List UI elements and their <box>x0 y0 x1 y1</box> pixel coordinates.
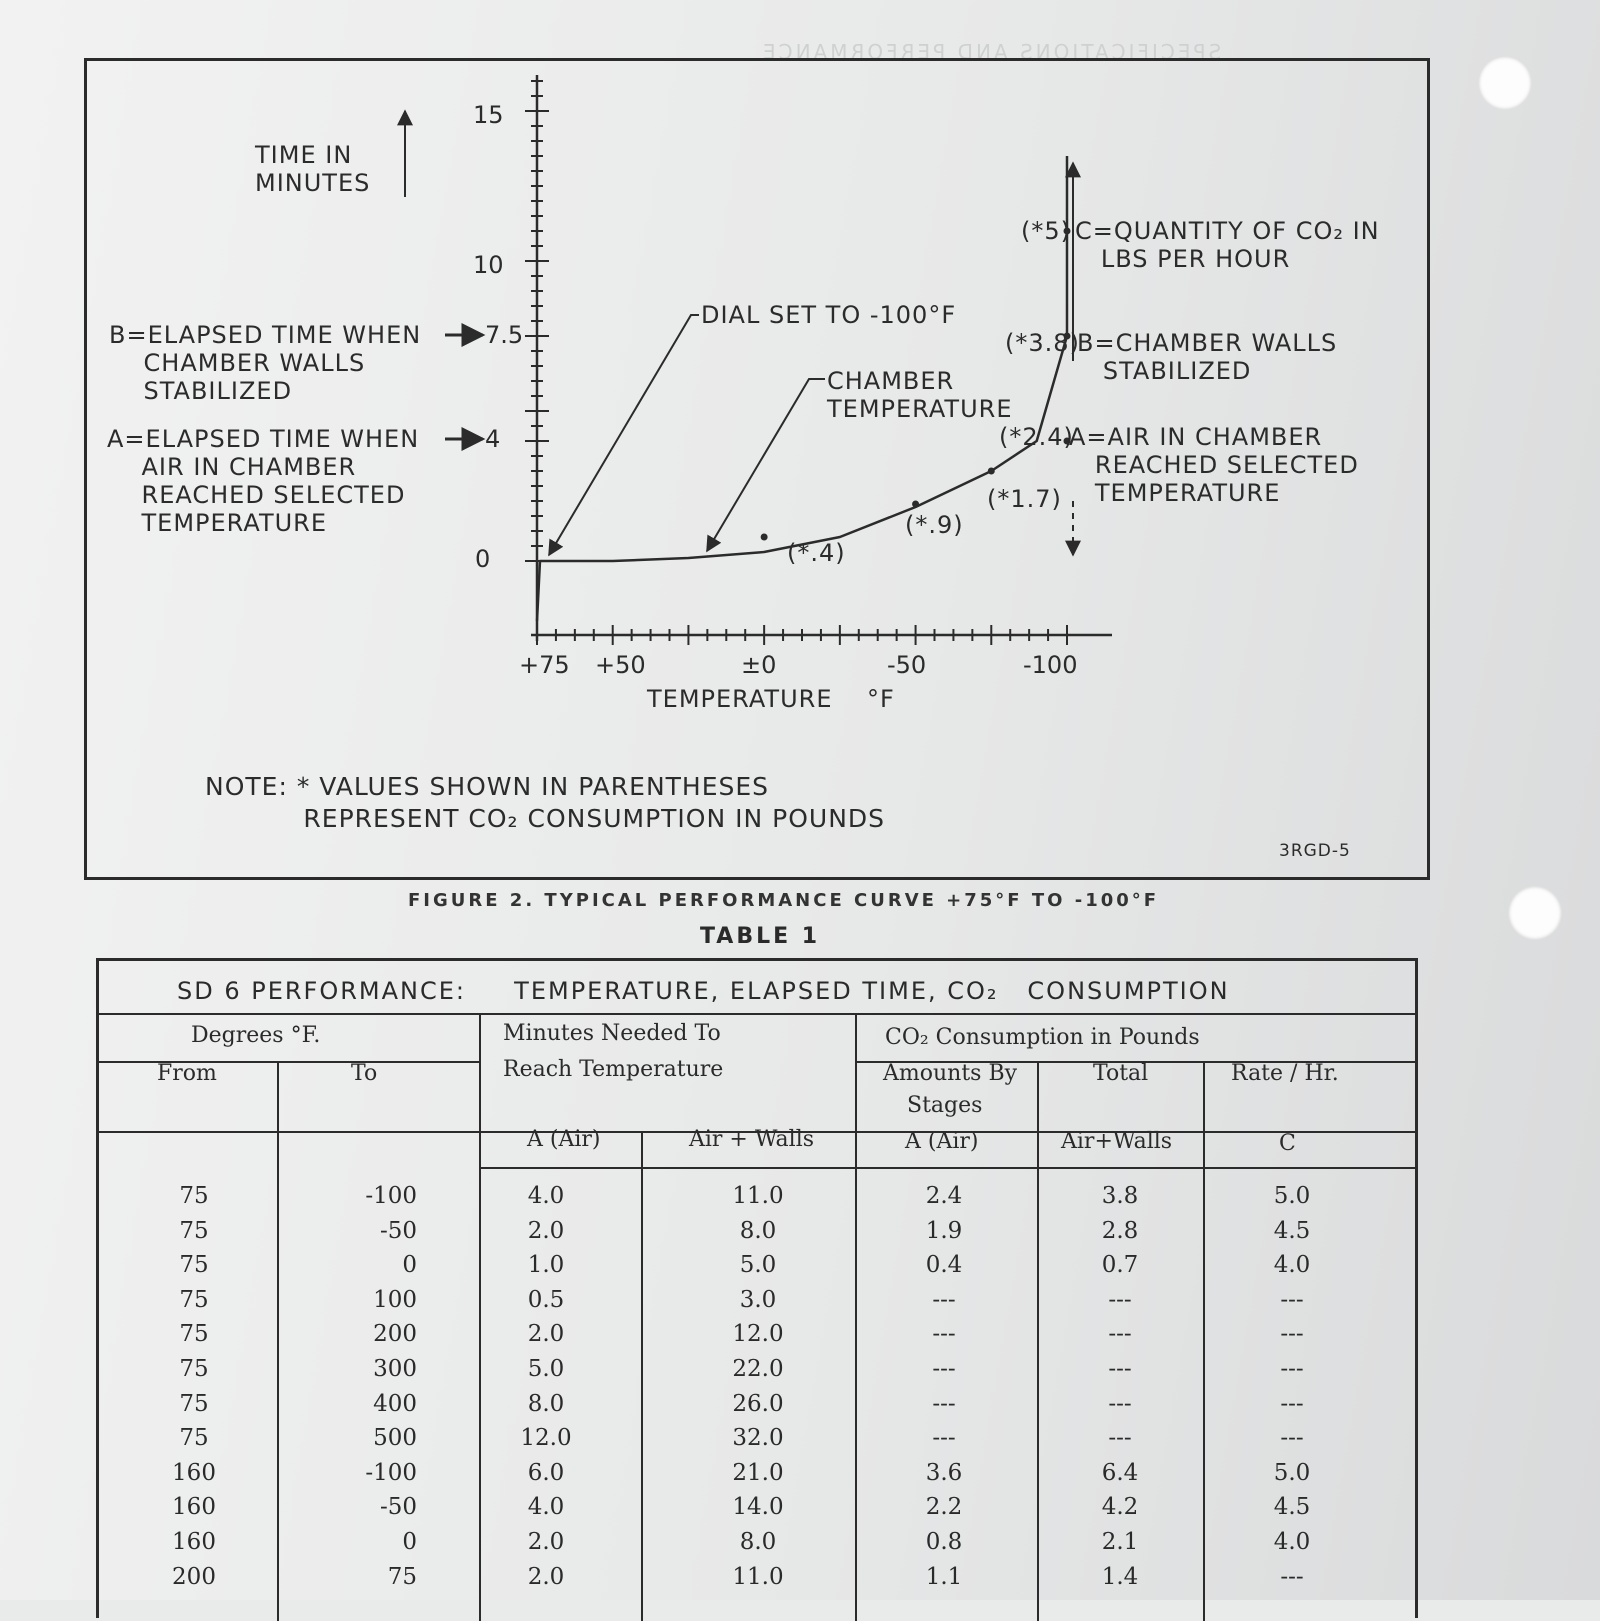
performance-figure <box>84 58 1430 880</box>
table-cell: 75 <box>179 1321 209 1348</box>
y-tick-4: 4 <box>485 425 501 453</box>
y-tick-7-5: 7.5 <box>485 321 524 349</box>
table-cell: 75 <box>179 1390 209 1417</box>
table-cell: 5.0 <box>1273 1183 1311 1209</box>
table-cell: 2.0 <box>527 1529 565 1555</box>
x-tick-plus75: +75 <box>519 651 570 679</box>
table-cell: 0.4 <box>925 1252 963 1279</box>
table-rule <box>479 1013 481 1621</box>
table-cell: 32.0 <box>732 1425 784 1452</box>
annotation-b-right: B=CHAMBER WALLS STABILIZED <box>1077 329 1338 385</box>
table-cell: 100 <box>373 1286 417 1313</box>
table-cell: --- <box>1108 1286 1132 1313</box>
table-cell: 75 <box>179 1252 209 1279</box>
header-c: C <box>1279 1131 1296 1156</box>
table-cell: 2.2 <box>925 1494 963 1521</box>
table-cell: 0 <box>402 1529 417 1555</box>
table-cell: 26.0 <box>732 1390 784 1417</box>
table-cell: --- <box>932 1321 956 1348</box>
table-cell: 6.4 <box>1101 1459 1139 1486</box>
y-tick-10: 10 <box>473 251 504 279</box>
table-cell: -100 <box>365 1459 417 1486</box>
table-cell: 4.0 <box>527 1183 565 1209</box>
table-cell: 8.0 <box>739 1529 777 1555</box>
data-point-2 <box>988 468 995 475</box>
table-cell: 8.0 <box>739 1217 777 1244</box>
table-cell: 200 <box>172 1563 216 1590</box>
figure-note: NOTE: * VALUES SHOWN IN PARENTHESES REPRESENT CO₂ CONSUMPTION IN POUNDS <box>205 772 886 833</box>
header-minutes-line1: Minutes Needed To <box>503 1021 721 1046</box>
header-to: To <box>351 1061 378 1086</box>
header-amounts-line2: Stages <box>907 1093 983 1118</box>
table-cell: 3.6 <box>925 1459 963 1486</box>
header-amounts-line1: Amounts By <box>883 1061 1018 1086</box>
table-cell: 500 <box>373 1425 417 1452</box>
x-tick-minus100: -100 <box>1023 651 1078 679</box>
figure-caption: FIGURE 2. TYPICAL PERFORMANCE CURVE +75°F TO -100°F <box>408 890 1160 911</box>
point-label-2-4: (*2.4) <box>999 423 1074 451</box>
binder-hole-top <box>1478 56 1532 110</box>
table-cell: 160 <box>172 1459 216 1486</box>
table-cell: 11.0 <box>732 1183 784 1209</box>
table-cell: 3.0 <box>739 1286 777 1313</box>
annotation-dial-set: DIAL SET TO -100°F <box>701 301 957 329</box>
header-air-walls: Air + Walls <box>689 1127 815 1152</box>
table-cell: 12.0 <box>520 1425 572 1452</box>
table-cell: 400 <box>373 1390 417 1417</box>
table-cell: 1.1 <box>925 1563 963 1590</box>
header-minutes-line2: Reach Temperature <box>503 1057 724 1082</box>
y-tick-15: 15 <box>473 101 504 129</box>
table-cell: 1.9 <box>925 1217 963 1244</box>
table-rule <box>855 1013 857 1621</box>
table-rule <box>277 1061 279 1621</box>
header-degrees: Degrees °F. <box>191 1023 321 1048</box>
table-cell: --- <box>1280 1390 1304 1417</box>
table-cell: 8.0 <box>527 1390 565 1417</box>
table-cell: 6.0 <box>527 1459 565 1486</box>
table-cell: --- <box>932 1425 956 1452</box>
point-label-0-9: (*.9) <box>905 511 964 539</box>
point-label-0-4: (*.4) <box>787 539 846 567</box>
table-cell: 0.7 <box>1101 1252 1139 1279</box>
point-label-5: (*5) <box>1021 217 1071 245</box>
binder-hole-middle <box>1508 886 1562 940</box>
table-rule <box>641 1131 643 1621</box>
chamber-temperature-pointer <box>707 379 825 551</box>
dial-set-pointer <box>549 315 699 555</box>
header-from: From <box>157 1061 217 1086</box>
table-cell: 4.5 <box>1273 1494 1311 1521</box>
table-cell: 1.0 <box>527 1252 565 1279</box>
table-rule <box>1203 1061 1205 1621</box>
table-heading: TABLE 1 <box>700 924 821 949</box>
table-cell: 75 <box>387 1563 417 1590</box>
figure-code: 3RGD-5 <box>1279 841 1351 861</box>
header-total: Total <box>1093 1061 1149 1086</box>
table-cell: 2.0 <box>527 1217 565 1244</box>
table-cell: 300 <box>373 1356 417 1382</box>
table-cell: 4.0 <box>1273 1252 1311 1279</box>
table-cell: 2.8 <box>1101 1217 1139 1244</box>
bleed-through-header: SPECIFICATIONS AND PERFORMANCE <box>760 40 1222 64</box>
header-air-walls-co2: Air+Walls <box>1061 1129 1173 1154</box>
performance-table <box>96 958 1418 1618</box>
table-cell: 2.4 <box>925 1183 963 1209</box>
table-cell: --- <box>1280 1286 1304 1313</box>
table-cell: --- <box>932 1286 956 1313</box>
table-cell: 160 <box>172 1529 216 1555</box>
table-rule <box>99 1061 479 1063</box>
table-cell: 2.0 <box>527 1563 565 1590</box>
header-rate: Rate / Hr. <box>1231 1061 1339 1086</box>
x-tick-plus50: +50 <box>595 651 646 679</box>
table-cell: 200 <box>373 1321 417 1348</box>
table-cell: 75 <box>179 1217 209 1244</box>
annotation-chamber-temperature: CHAMBER TEMPERATURE <box>827 367 1013 423</box>
table-cell: 2.1 <box>1101 1529 1139 1555</box>
point-label-3-8: (*3.8) <box>1005 329 1080 357</box>
table-cell: 4.5 <box>1273 1217 1311 1244</box>
annotation-c-right: C=QUANTITY OF CO₂ IN LBS PER HOUR <box>1075 217 1380 273</box>
header-co2: CO₂ Consumption in Pounds <box>885 1025 1200 1050</box>
y-axis-label: TIME IN MINUTES <box>255 141 371 197</box>
table-cell: 4.0 <box>527 1494 565 1521</box>
table-cell: 14.0 <box>732 1494 784 1521</box>
table-cell: 12.0 <box>732 1321 784 1348</box>
table-cell: --- <box>1108 1321 1132 1348</box>
table-cell: 21.0 <box>732 1459 784 1486</box>
header-a-air-co2: A (Air) <box>905 1129 979 1154</box>
table-cell: 22.0 <box>732 1356 784 1382</box>
table-cell: --- <box>1280 1563 1304 1590</box>
table-rule <box>1037 1061 1039 1621</box>
table-cell: --- <box>1280 1321 1304 1348</box>
table-cell: 1.4 <box>1101 1563 1139 1590</box>
table-cell: --- <box>1108 1390 1132 1417</box>
annotation-b-left: B=ELAPSED TIME WHEN CHAMBER WALLS STABILIZED <box>109 321 422 405</box>
table-cell: --- <box>1108 1425 1132 1452</box>
table-cell: 2.0 <box>527 1321 565 1348</box>
table-cell: -50 <box>379 1494 417 1521</box>
table-cell: 0.8 <box>925 1529 963 1555</box>
table-cell: 3.8 <box>1101 1183 1139 1209</box>
header-a-air: A (Air) <box>527 1127 601 1152</box>
table-cell: 0 <box>402 1252 417 1279</box>
table-rule <box>99 1131 479 1133</box>
table-cell: 4.2 <box>1101 1494 1139 1521</box>
table-cell: 4.0 <box>1273 1529 1311 1555</box>
table-cell: 0.5 <box>527 1286 565 1313</box>
data-point-1 <box>912 501 919 508</box>
annotation-a-left: A=ELAPSED TIME WHEN AIR IN CHAMBER REACHED SELECTED TEMPERATURE <box>107 425 420 537</box>
table-cell: --- <box>1280 1356 1304 1382</box>
table-cell: 5.0 <box>527 1356 565 1382</box>
table-title: SD 6 PERFORMANCE: TEMPERATURE, ELAPSED TIME, CO₂ CONSUMPTION <box>177 977 1230 1005</box>
table-rule <box>479 1167 1415 1169</box>
x-tick-zero: ±0 <box>741 651 777 679</box>
x-axis-label: TEMPERATURE °F <box>647 685 895 713</box>
table-cell: --- <box>932 1390 956 1417</box>
table-cell: 5.0 <box>739 1252 777 1279</box>
point-label-1-7: (*1.7) <box>987 485 1062 513</box>
table-cell: 11.0 <box>732 1563 784 1590</box>
table-cell: -100 <box>365 1183 417 1209</box>
table-cell: --- <box>1108 1356 1132 1382</box>
table-rule <box>99 1013 1415 1015</box>
table-cell: 5.0 <box>1273 1459 1311 1486</box>
table-cell: --- <box>932 1356 956 1382</box>
table-cell: -50 <box>379 1217 417 1244</box>
table-cell: 75 <box>179 1356 209 1382</box>
table-cell: --- <box>1280 1425 1304 1452</box>
x-tick-minus50: -50 <box>887 651 927 679</box>
table-cell: 75 <box>179 1286 209 1313</box>
table-cell: 75 <box>179 1183 209 1209</box>
table-cell: 75 <box>179 1425 209 1452</box>
data-point-0 <box>761 534 768 541</box>
y-tick-0: 0 <box>475 545 491 573</box>
table-cell: 160 <box>172 1494 216 1521</box>
annotation-a-right: A=AIR IN CHAMBER REACHED SELECTED TEMPERATURE <box>1069 423 1359 507</box>
